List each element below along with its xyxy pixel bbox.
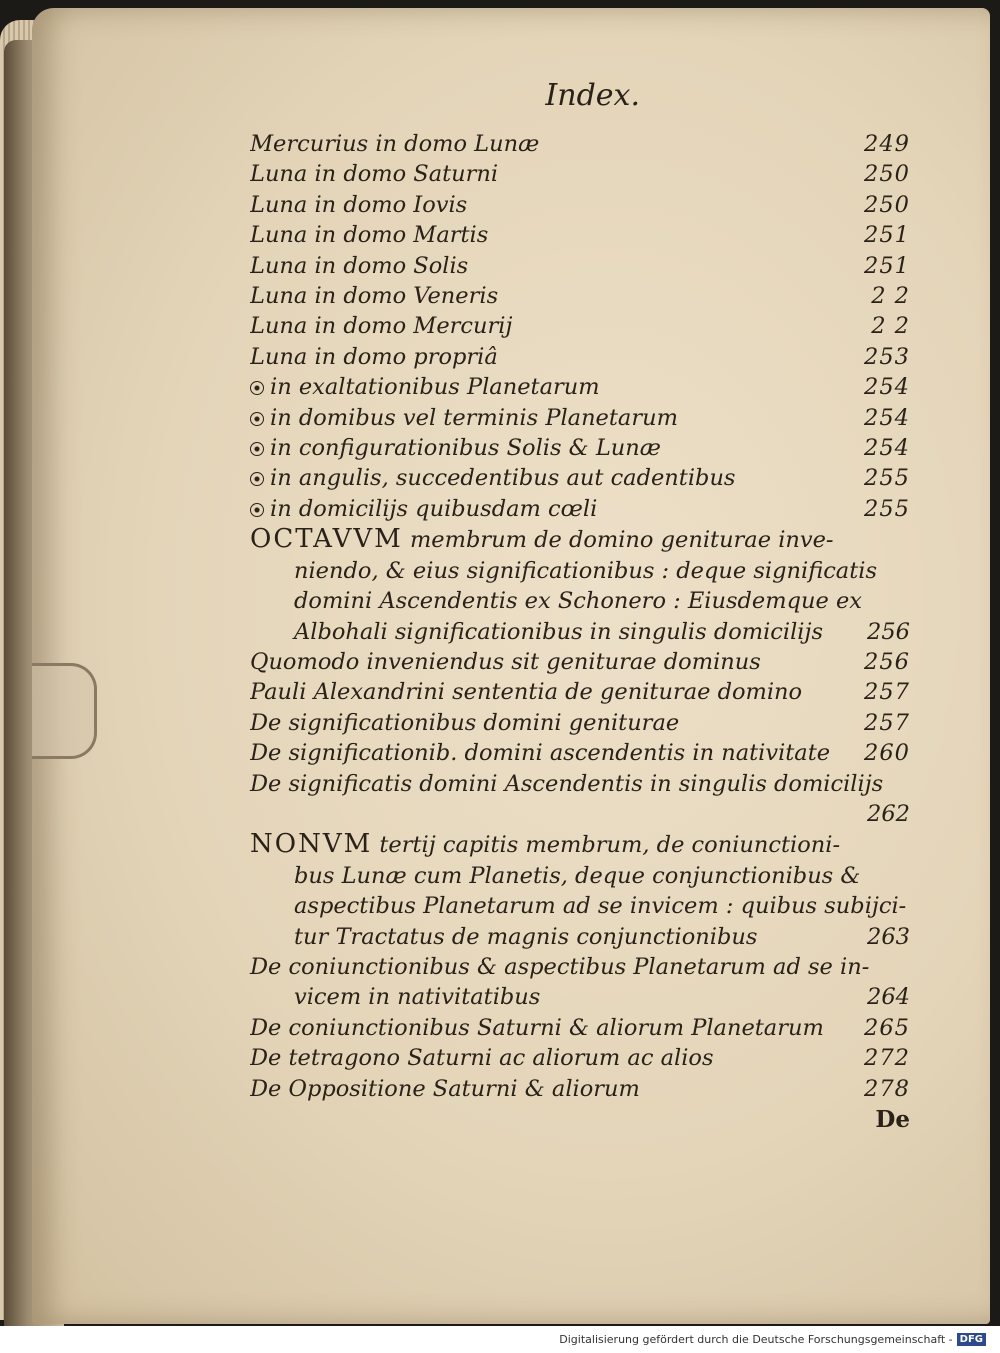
nonum-line-2: bus Lunæ cum Planetis, deque conjunctionibus &	[294, 862, 861, 889]
octavum-paragraph	[250, 524, 910, 647]
entry-page-number: 256	[864, 648, 910, 675]
entry-label-text: Luna in domo Veneris	[250, 283, 499, 310]
entry-label-text: De Oppositione Saturni & aliorum	[250, 1075, 640, 1102]
moon-symbol-icon	[250, 381, 264, 395]
index-entry	[250, 494, 910, 524]
index-entry	[250, 281, 910, 311]
moon-symbol-icon	[250, 503, 264, 517]
nonum-paragraph	[250, 829, 910, 952]
entry-label	[250, 677, 802, 707]
entry-label-text: in configurationibus Solis & Lunæ	[270, 435, 661, 462]
index-entry	[250, 190, 910, 220]
entry-page-number: 278	[864, 1075, 910, 1102]
moon-symbol-icon	[250, 472, 264, 486]
entry-label	[250, 738, 830, 768]
nonum-page: 263	[867, 923, 910, 950]
entry-label	[250, 403, 678, 433]
entry-page-number: 2 2	[871, 313, 910, 340]
entry-label-text: Luna in domo Solis	[250, 252, 469, 279]
octavum-line-4: Albohali significationibus in singulis domicilijs	[294, 618, 824, 645]
footer-text: Digitalisierung gefördert durch die Deutsche Forschungsgemeinschaft -	[559, 1333, 953, 1346]
entry-page-number: 2 2	[871, 283, 910, 310]
entry-label-text: in exaltationibus Planetarum	[270, 374, 600, 401]
entry-page-number: 254	[864, 374, 910, 401]
index-entry	[250, 677, 910, 707]
entry-label	[250, 1013, 824, 1043]
entry-label-text: De coniunctionibus Saturni & aliorum Planetarum	[250, 1014, 824, 1041]
footer-bar	[0, 1326, 1000, 1353]
entry-page-number: 254	[864, 435, 910, 462]
nonum-line-3: aspectibus Planetarum ad se invicem : quibus subijci-	[294, 893, 907, 920]
entries-bulleted	[250, 372, 910, 524]
entry-label	[250, 647, 761, 677]
entry-page-number: 257	[864, 709, 910, 736]
entry-label-text: De tetragono Saturni ac aliorum ac alios	[250, 1045, 714, 1072]
index-entry	[250, 342, 910, 372]
entry-page-number: 250	[864, 191, 910, 218]
entry-label-text: Luna in domo Saturni	[250, 161, 499, 188]
index-entry	[250, 403, 910, 433]
entry-label	[250, 463, 735, 493]
entry-label-text: De significationib. domini ascendentis in nativitate	[250, 740, 831, 767]
coniunctionibus-line-1: De coniunctionibus & aspectibus Planetarum ad se in-	[250, 953, 870, 980]
octavum-line-2: niendo, & eius significationibus : deque significatis	[294, 557, 878, 584]
index-entry	[250, 738, 910, 768]
entry-label	[250, 129, 539, 159]
entry-label-text: De significationibus domini geniturae	[250, 709, 680, 736]
entry-page-number: 251	[864, 222, 910, 249]
moon-symbol-icon	[250, 412, 264, 426]
index-entry	[250, 708, 910, 738]
entries-luna	[250, 129, 910, 372]
index-entry	[250, 463, 910, 493]
index-entry	[250, 433, 910, 463]
running-header: Index.	[545, 78, 640, 113]
significatis-page: 262	[867, 800, 910, 827]
index-entry	[250, 251, 910, 281]
octavum-cap: OCTAVVM	[250, 524, 403, 555]
index-entry	[250, 647, 910, 677]
entry-page-number: 253	[864, 343, 910, 370]
entry-label-text: Pauli Alexandrini sententia de geniturae domino	[250, 679, 803, 706]
entry-label	[250, 220, 488, 250]
coniunctionibus-page: 264	[867, 984, 910, 1011]
nonum-line-1: tertij capitis membrum, de coniunctioni-	[379, 832, 841, 859]
entry-label	[250, 433, 661, 463]
index-entry	[250, 159, 910, 189]
index-entry	[250, 1043, 910, 1073]
entry-page-number: 257	[864, 679, 910, 706]
entry-label-text: Luna in domo propriâ	[250, 343, 498, 370]
octavum-line-3: domini Ascendentis ex Schonero : Eiusdemque ex	[294, 588, 862, 615]
entry-label	[250, 190, 467, 220]
entry-label-text: Luna in domo Mercurij	[250, 313, 513, 340]
entry-label-text: Mercurius in domo Lunæ	[250, 131, 540, 157]
entry-page-number: 260	[864, 740, 910, 767]
octavum-line-1: membrum de domino geniturae inve-	[409, 527, 834, 554]
coniunctionibus-line-2: vicem in nativitatibus	[294, 984, 541, 1011]
entry-page-number: 272	[864, 1045, 910, 1072]
entry-label	[250, 1074, 640, 1104]
entry-label	[250, 281, 498, 311]
catchword: De	[875, 1106, 910, 1133]
entries-octavum	[250, 647, 910, 769]
nonum-line-4: tur Tractatus de magnis conjunctionibus	[294, 923, 758, 950]
entry-page-number: 255	[864, 495, 910, 522]
significatis-paragraph	[250, 769, 910, 830]
entry-label	[250, 372, 600, 402]
entry-page-number: 254	[864, 404, 910, 431]
entry-label	[250, 494, 597, 524]
entry-label	[250, 1043, 714, 1073]
entry-page-number: 249	[864, 131, 910, 157]
index-entry	[250, 1013, 910, 1043]
entry-page-number: 250	[864, 161, 910, 188]
entry-label	[250, 159, 498, 189]
octavum-page: 256	[867, 618, 910, 645]
entry-label-text: in domicilijs quibusdam cœli	[270, 495, 598, 522]
entry-label	[250, 342, 498, 372]
entry-page-number: 265	[864, 1014, 910, 1041]
nonum-cap: NONVM	[250, 829, 373, 860]
moon-symbol-icon	[250, 442, 264, 456]
entry-label	[250, 708, 679, 738]
entry-label-text: Quomodo inveniendus sit geniturae dominus	[250, 648, 761, 675]
index-entry	[250, 311, 910, 341]
significatis-line-1: De significatis domini Ascendentis in singulis domicilijs	[250, 770, 884, 797]
entries-saturni	[250, 1013, 910, 1104]
entry-label-text: in angulis, succedentibus aut cadentibus	[270, 465, 736, 492]
entry-label	[250, 251, 468, 281]
index-entry	[250, 372, 910, 402]
entry-label-text: in domibus vel terminis Planetarum	[270, 404, 678, 431]
index-entry	[250, 1074, 910, 1104]
dfg-logo: DFG	[957, 1333, 986, 1346]
entry-label	[250, 311, 512, 341]
page-clip	[32, 663, 97, 759]
index-entry	[250, 129, 910, 159]
entry-page-number: 255	[864, 465, 910, 492]
entry-page-number: 251	[864, 252, 910, 279]
coniunctionibus-paragraph	[250, 952, 910, 1013]
index-text	[250, 78, 910, 1133]
entry-label-text: Luna in domo Iovis	[250, 191, 468, 218]
index-entry	[250, 220, 910, 250]
entry-label-text: Luna in domo Martis	[250, 222, 489, 249]
